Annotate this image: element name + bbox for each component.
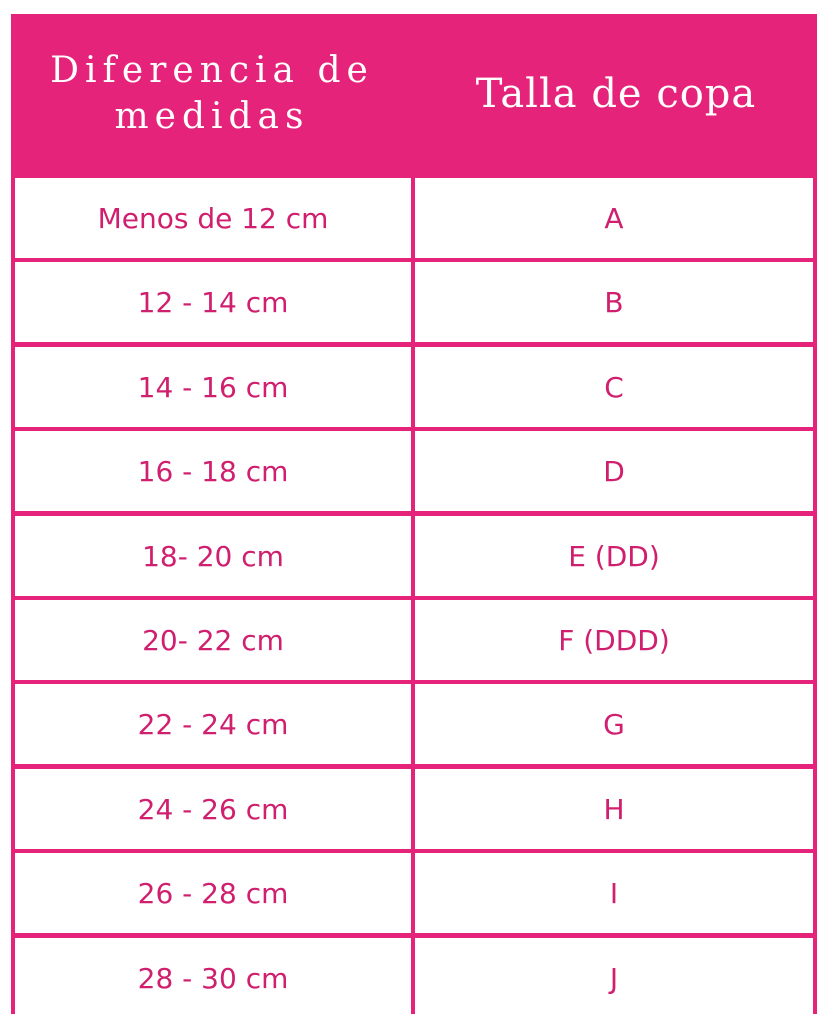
table-cell-medidas: 18- 20 cm [15, 516, 411, 596]
size-table [11, 14, 817, 1014]
table-cell-medidas: 20- 22 cm [15, 600, 411, 680]
table-cell-medidas: 14 - 16 cm [15, 347, 411, 427]
table-cell-medidas: 24 - 26 cm [15, 769, 411, 849]
table-cell-copa: E (DD) [415, 516, 813, 596]
table-cell-copa: F (DDD) [415, 600, 813, 680]
table-cell-medidas: 16 - 18 cm [15, 431, 411, 511]
header-label-medidas: Diferencia de medidas [50, 50, 374, 137]
table-cell-medidas: 22 - 24 cm [15, 684, 411, 764]
table-cell-copa: I [415, 853, 813, 933]
header-cell-copa [415, 14, 817, 174]
table-cell-medidas: 12 - 14 cm [15, 262, 411, 342]
table-cell-copa: H [415, 769, 813, 849]
table-cell-copa: D [415, 431, 813, 511]
header-cell-medidas [11, 14, 413, 174]
table-cell-copa: C [415, 347, 813, 427]
table-cell-copa: B [415, 262, 813, 342]
table-cell-medidas: Menos de 12 cm [15, 178, 411, 258]
table-cell-copa: A [415, 178, 813, 258]
table-cell-copa: J [415, 938, 813, 1018]
table-header [11, 14, 817, 174]
table-cell-copa: G [415, 684, 813, 764]
table-cell-medidas: 28 - 30 cm [15, 938, 411, 1018]
table-cell-medidas: 26 - 28 cm [15, 853, 411, 933]
header-label-copa: Talla de copa [475, 71, 757, 117]
